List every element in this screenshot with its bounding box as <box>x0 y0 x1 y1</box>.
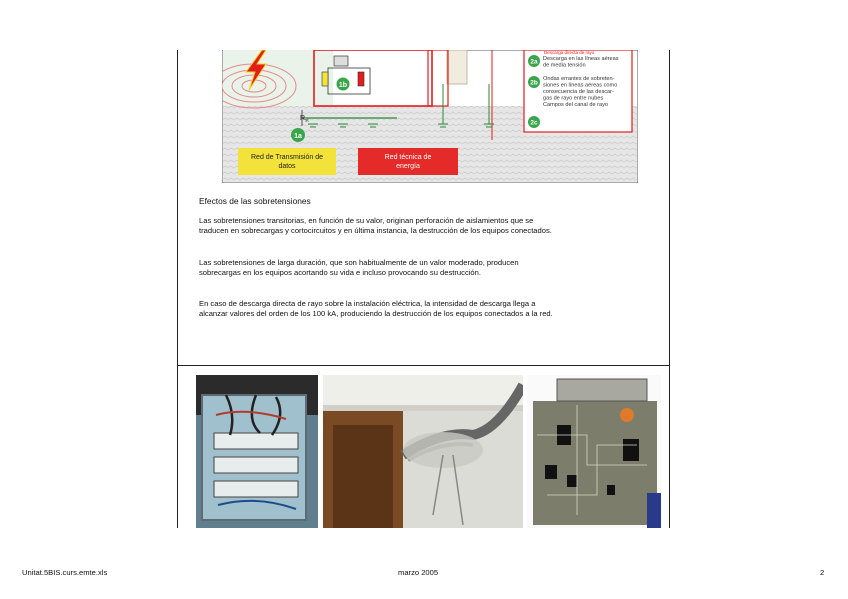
marker-2c-label: 2c <box>530 119 538 127</box>
marker-2b-label: 2b <box>530 79 538 87</box>
footer-page-number: 2 <box>820 568 825 577</box>
data-network-label-1: Red de Transmisión de <box>251 154 323 161</box>
resistor-label: $R_{st}$ <box>300 115 309 123</box>
paragraph-3-line-2: alcanzar valores del orden de los 100 kA, produciendo la destrucción de los equipos conectados a la red. <box>199 309 553 318</box>
paragraph-1-line-1: Las sobretensiones transitorias, en función de su valor, originan perforación de aislamientos que se <box>199 216 534 225</box>
footer-filename: Unitat.5BIS.curs.emte.xls <box>22 568 108 577</box>
section-divider <box>177 365 670 366</box>
paragraph-2-line-2: sobrecargas en los equipos acortando su vida e incluso provocando su destrucción. <box>199 268 481 277</box>
legend-2b-line-4: gas de rayo entre nubes <box>543 95 604 102</box>
energy-network-label-2: energía <box>396 163 420 170</box>
legend-2b-line-2: siones en líneas aéreas como <box>543 82 618 89</box>
energy-network-box <box>358 148 458 175</box>
surge-protector-data <box>322 72 328 86</box>
computer-icon <box>334 56 348 66</box>
paragraph-direct-strike <box>199 299 664 319</box>
energy-network-label-1: Red técnica de <box>384 154 432 161</box>
marker-1a-label: 1a <box>294 133 302 140</box>
paragraph-2-line-1: Las sobretensiones de larga duración, que son habitualmente de un valor moderado, producen <box>199 258 519 267</box>
photo-burnt-wall <box>323 375 523 528</box>
legend-2b-line-1: Ondas errantes de sobreten- <box>543 76 615 82</box>
paragraph-transient <box>199 216 664 236</box>
legend-2a-line-1: Descarga en las líneas aéreas <box>543 56 619 62</box>
photo-burnt-panel <box>196 375 318 528</box>
marker-1b-label: 1b <box>338 81 348 89</box>
paragraph-3-line-1: En caso de descarga directa de rayo sobre la instalación eléctrica, la intensidad de descarga llega a <box>199 299 536 308</box>
legend-2b-line-3: consecuencia de las descar- <box>543 89 614 95</box>
footer-date: marzo 2005 <box>398 568 439 577</box>
paragraph-1-line-2: traducen en sobrecargas y cortocircuitos y en última instancia, la destrucción de los equipos conectados. <box>199 226 552 235</box>
data-network-label-2: datos <box>278 163 296 170</box>
photo-burnt-circuit <box>527 375 661 528</box>
marker-2a-label: 2a <box>530 58 538 66</box>
surge-protector-energy <box>358 72 364 86</box>
paragraph-long-duration <box>199 258 664 278</box>
legend-top-text: Descarga directa de rayo <box>544 50 595 55</box>
legend-2b-line-5: Campos del canal de rayo <box>543 102 608 108</box>
overvoltage-diagram <box>222 50 638 183</box>
legend-2a-line-2: de media tensión <box>543 62 586 69</box>
section-heading: Efectos de las sobretensiones <box>199 196 311 206</box>
data-network-box <box>238 148 336 175</box>
pole <box>447 50 467 84</box>
